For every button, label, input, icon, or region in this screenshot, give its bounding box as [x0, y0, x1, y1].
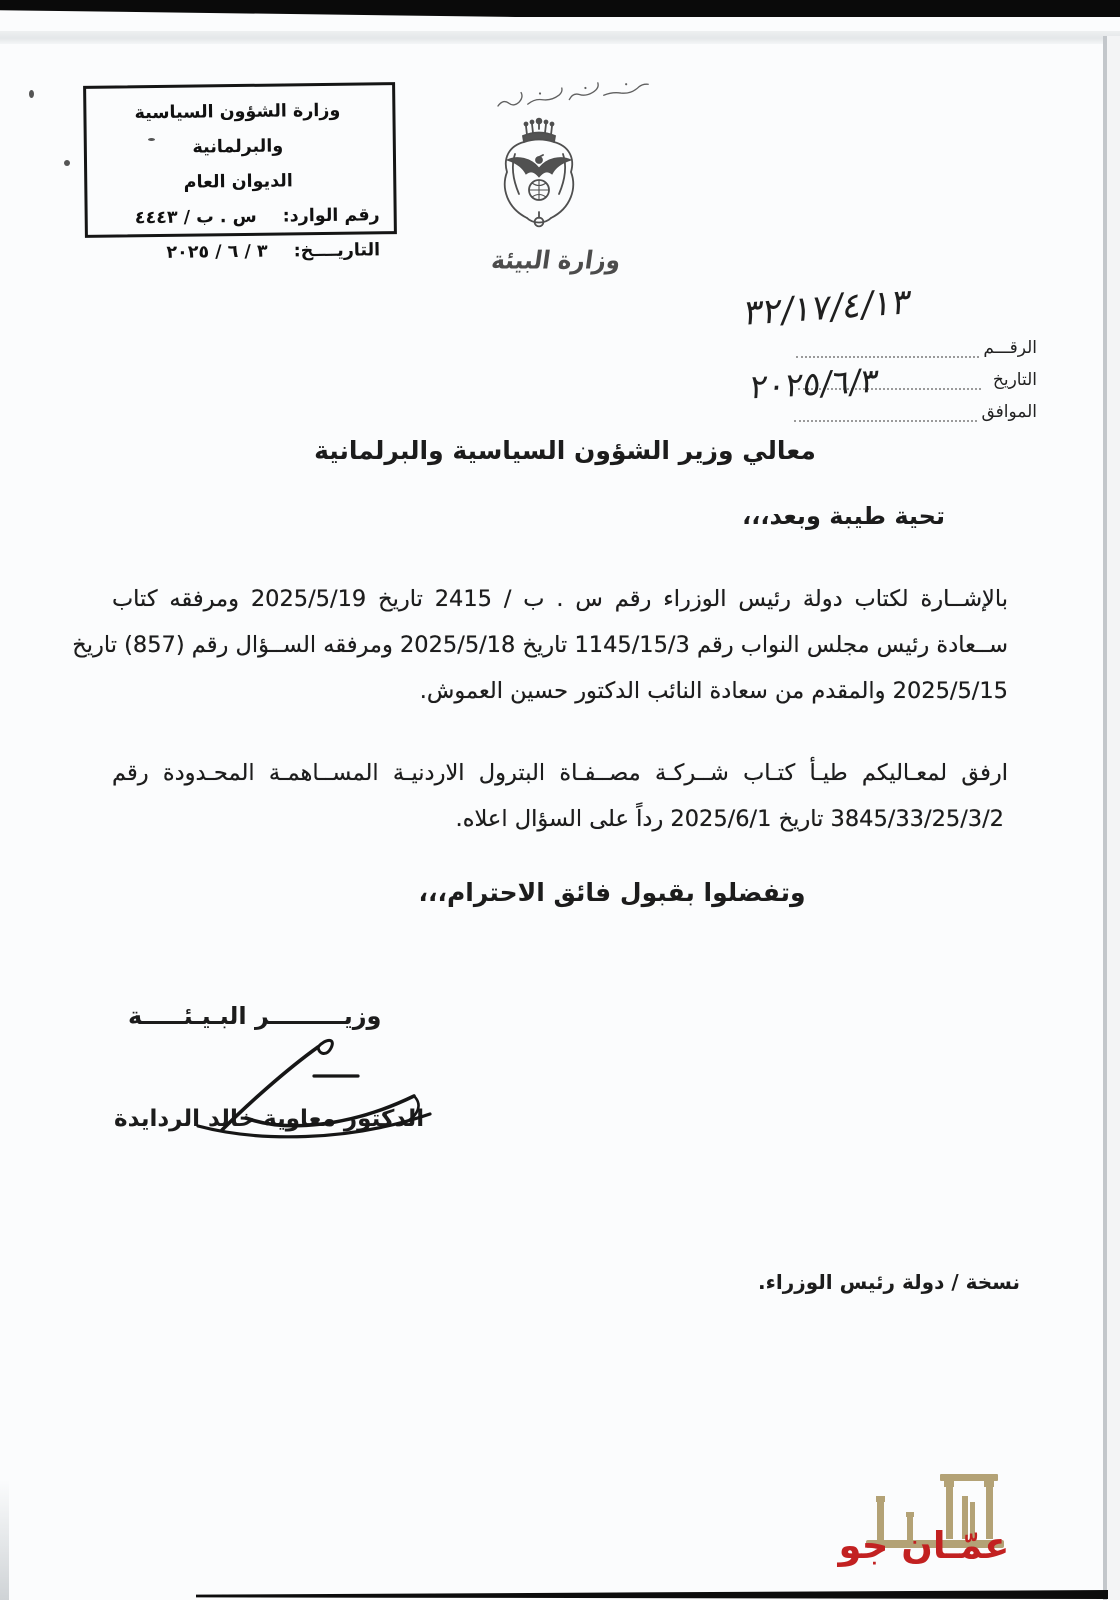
stamp-received-number: [97, 198, 379, 236]
addressee-line: معالي وزير الشؤون السياسية والبرلمانية: [314, 436, 816, 465]
greeting-line: تحية طيبة وبعد،،،: [742, 502, 945, 530]
body-line: بالإشــارة لكتاب دولة رئيس الوزراء رقم س . ب / 2415 تاريخ 2025/5/19 ومرفقه كتاب: [112, 586, 1008, 612]
body-paragraph-2: [112, 750, 1008, 842]
amman-jo-watermark: [824, 1468, 1024, 1598]
stamp-received-label: رقم الوارد:: [282, 205, 380, 227]
ref-number-row: [794, 326, 1037, 358]
stamp-office-line: الديوان العام: [183, 171, 293, 193]
body-line: ارفق لمعـاليكم طيـأ كتـاب شــركـة مصــفـاة البترول الاردنيـة المســاهمـة المحـدودة رقم: [112, 760, 1008, 786]
scan-artifact-shadow: [0, 31, 1120, 44]
signature-title: وزيـــــــــر البـيـئـــــة: [128, 1002, 382, 1030]
body-line: ســعادة رئيس مجلس النواب رقم 1145/15/3 تاريخ 2025/5/18 ومرفقه الســؤال رقم (857) تاريخ: [72, 632, 1008, 658]
ref-number-leader-line: [796, 336, 979, 358]
signature-scribble: [188, 1034, 438, 1146]
stamp-date: [98, 233, 380, 271]
closing-line: وتفضلوا بقبول فائق الاحترام،،،: [418, 878, 806, 907]
handwritten-ref-number: ٣٢/١٧/٤/١٣: [742, 281, 913, 335]
copy-note: نسخة / دولة رئيس الوزراء.: [758, 1270, 1020, 1294]
stamp-date-value: ٣ / ٦ / ٢٠٢٥: [166, 241, 268, 263]
received-stamp-box: [83, 82, 397, 263]
signatory-name: الدكتور معاوية خالد الردايدة: [114, 1106, 425, 1132]
body-line: 3845/33/25/3/2 تاريخ 2025/6/1 رداً على السؤال اعلاه.: [455, 806, 1004, 832]
watermark-text: عمّـان جو: [838, 1524, 1010, 1567]
scan-edge-right-pad: [1107, 36, 1120, 1600]
handwritten-corresponding-date: ٢٠٢٥/٦/٣: [748, 360, 881, 407]
body-line: 2025/5/15 والمقدم من سعادة النائب الدكتور حسين العموش.: [419, 678, 1008, 704]
letter-body: [72, 576, 1008, 842]
scan-speck: [64, 160, 70, 166]
scan-speck: [29, 90, 34, 98]
jordan-coat-of-arms-icon: [493, 116, 585, 228]
corresponding-label: الموافق: [981, 402, 1037, 422]
ref-number-label: الرقـــم: [983, 338, 1037, 358]
body-paragraph-1: [72, 576, 1008, 714]
scan-artifact-top-bar: [0, 0, 1120, 17]
ministry-calligraphy: وزارة البيئة: [489, 246, 623, 276]
corresponding-leader-line: [794, 400, 977, 422]
stamp-received-value: س . ب / ٤٤٤٣: [134, 206, 257, 229]
scan-edge-left: [0, 1480, 9, 1600]
stamp-ministry-line: وزارة الشؤون السياسية والبرلمانية: [134, 100, 341, 158]
stamp-date-label: التاريــــخ:: [293, 240, 381, 262]
date-label: التاريخ: [992, 370, 1037, 390]
bismillah-handwriting: [493, 79, 659, 115]
